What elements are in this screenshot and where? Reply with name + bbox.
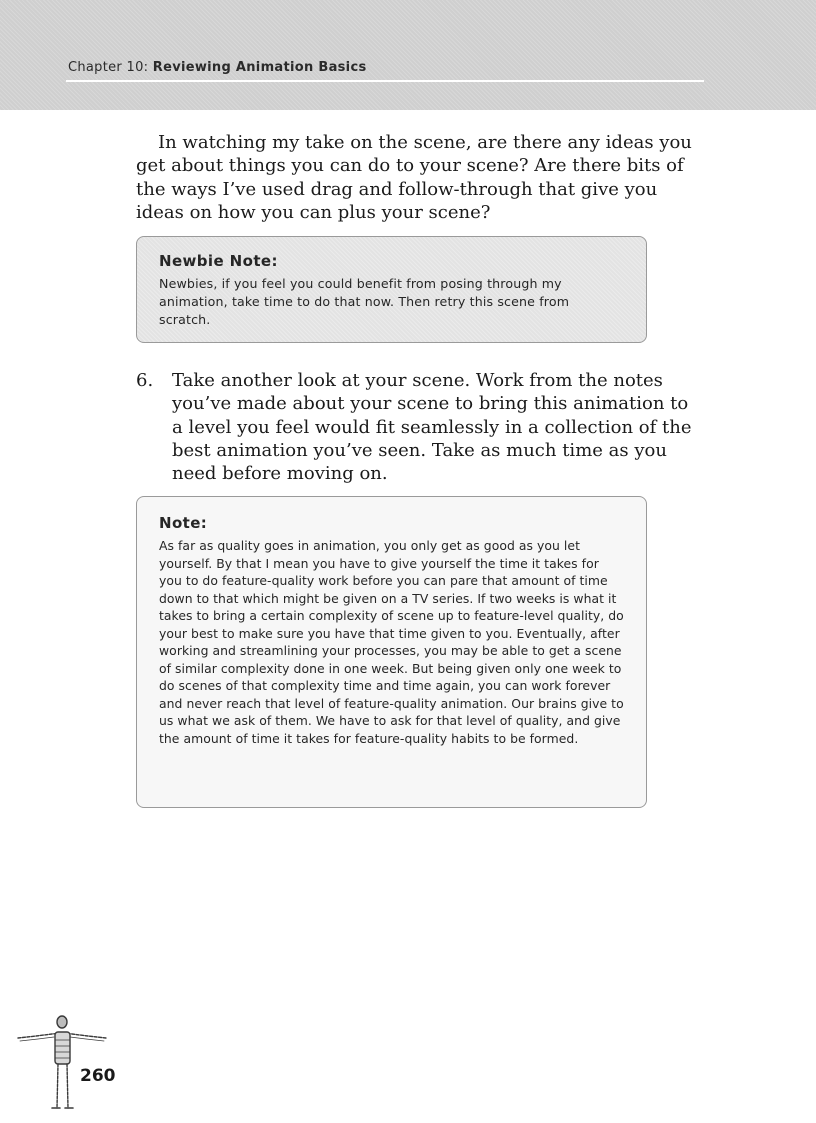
newbie-note-text: Newbies, if you feel you could benefit from posing through my animation, take time to do that now. Then retry this scene from scratch. <box>159 276 570 328</box>
note-title: Note: <box>159 514 208 532</box>
newbie-note-title: Newbie Note: <box>159 252 278 270</box>
newbie-note-box <box>136 236 647 343</box>
running-header <box>0 0 816 110</box>
step-number: 6. <box>136 370 154 391</box>
chapter-name: Reviewing Animation Basics <box>152 60 367 75</box>
intro-paragraph: In watching my take on the scene, are there any ideas you get about things you can do to your scene? Are there bits of the ways I’ve used drag and follow-through that give you ideas on how you can plus your scene? <box>136 132 692 223</box>
header-divider <box>66 80 704 82</box>
chapter-label: Chapter 10: <box>68 60 153 75</box>
t-pose-character-icon <box>16 1012 116 1112</box>
note-box <box>136 496 647 808</box>
chapter-title <box>68 60 366 75</box>
step-text: Take another look at your scene. Work from the notes you’ve made about your scene to bring this animation to a level you feel would fit seamlessly in a collection of the best animation you’ve seen. Take as much time as you need before moving on. <box>172 370 692 485</box>
numbered-step <box>136 369 692 485</box>
page-number: 260 <box>80 1066 116 1086</box>
note-text: As far as quality goes in animation, you only get as good as you let yourself. By that I mean you have to give yourself the time it takes for you to do feature-quality work before you can pare that amount of time down to that which might be given on a TV series. If two weeks is what it takes to bring a certain complexity of scene up to feature-level quality, do your best to make sure you have that time given to you. Eventually, after working and streamlining your processes, you may be able to get a scene of similar complexity done in one week. But being given only one week to do scenes of that complexity time and time again, you can work forever and never reach that level of feature-quality animation. Our brains give to us what we ask of them. We have to ask for that level of quality, and give the amount of time it takes for feature-quality habits to be formed. <box>159 538 624 746</box>
